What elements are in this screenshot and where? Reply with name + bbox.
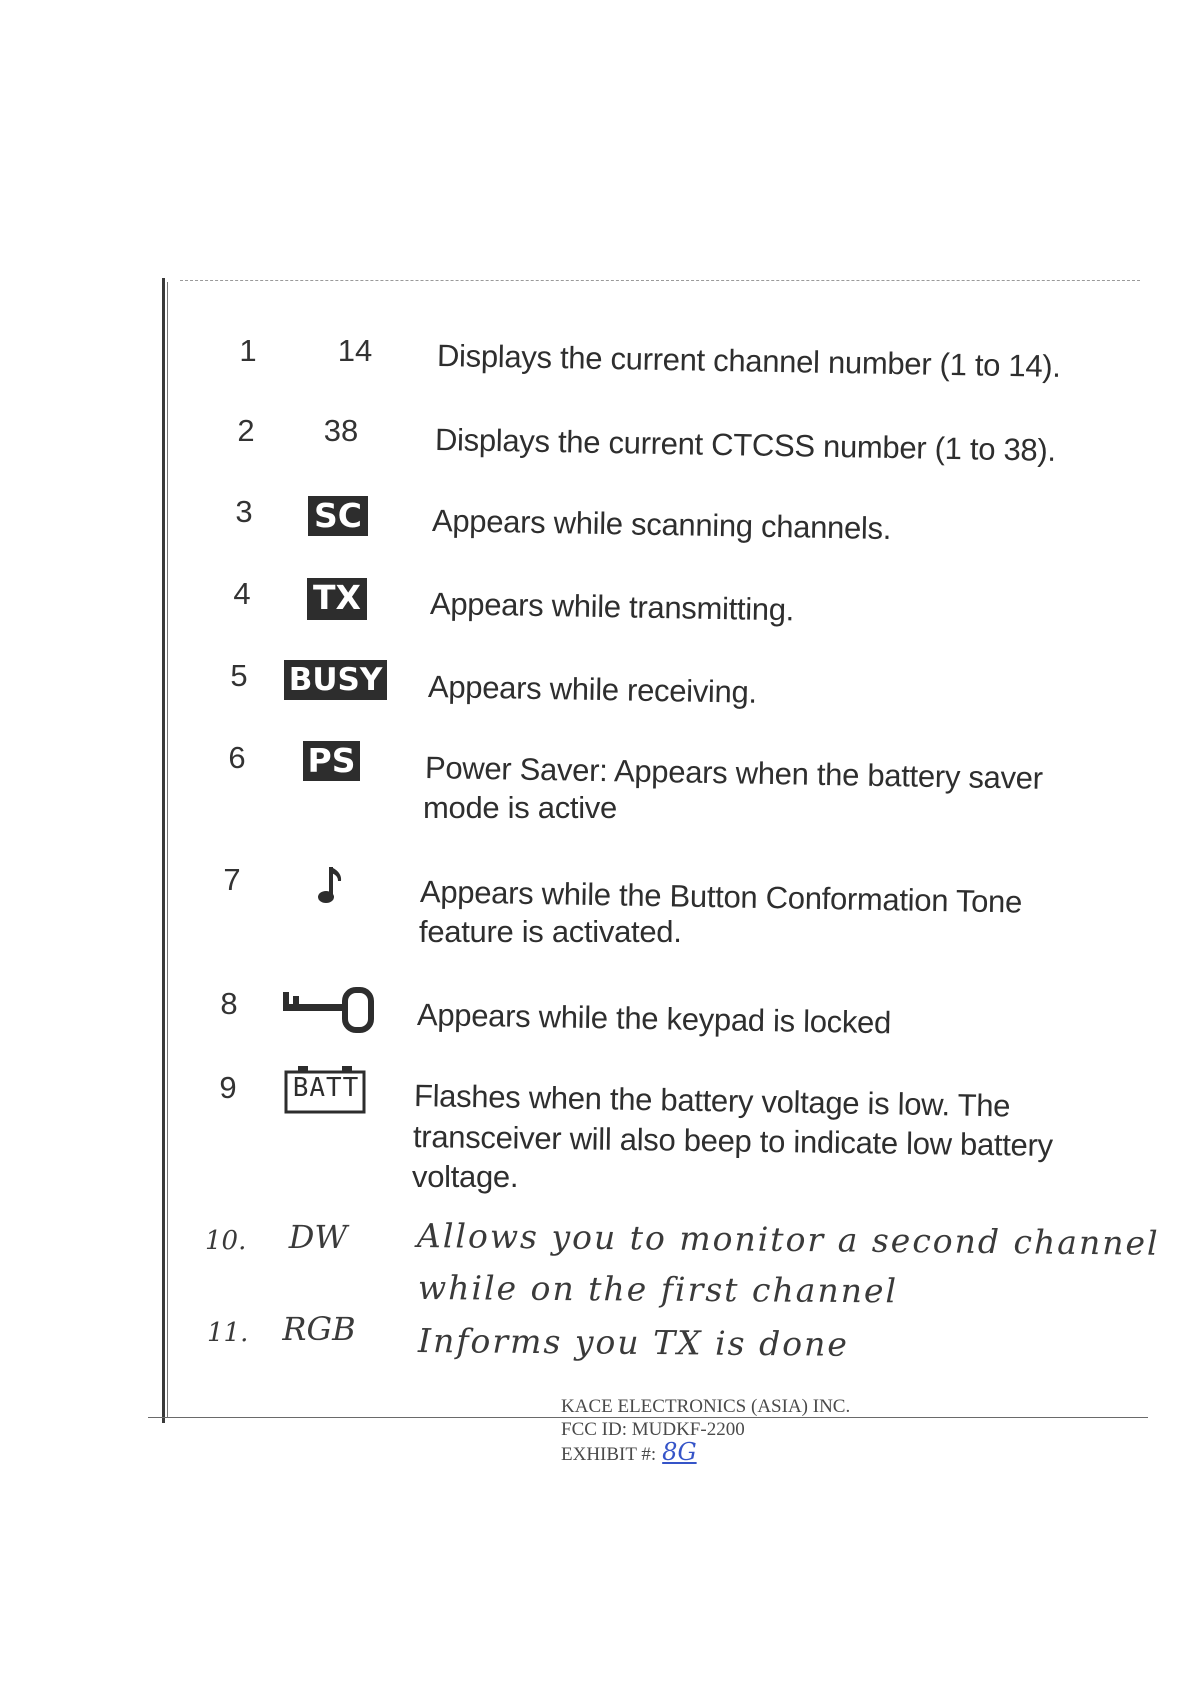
footer-exhibit-label: EXHIBIT #: [561, 1444, 657, 1465]
row-2-number: 2 [237, 413, 255, 448]
frame-left-border [162, 278, 165, 1423]
row-9-symbol-label: BATT [292, 1073, 360, 1103]
footer-block [561, 1395, 850, 1466]
row-7-number: 7 [223, 862, 241, 897]
row-4-symbol-badge: TX [307, 578, 367, 620]
row-2-description: Displays the current CTCSS number (1 to 38). [434, 422, 1057, 468]
row-3-number: 3 [235, 494, 253, 529]
row-1-number: 1 [239, 333, 257, 368]
footer-company: KACE ELECTRONICS (ASIA) INC. [561, 1396, 851, 1417]
row-8-number: 8 [220, 986, 238, 1021]
music-note-icon [316, 864, 346, 906]
row-5-number: 5 [230, 658, 248, 693]
frame-top-border [180, 280, 1140, 281]
row-11-description: Informs you TX is done [417, 1321, 850, 1364]
row-10-description-line-1: Allows you to monitor a second channel [416, 1216, 1160, 1263]
row-11-number: 11. [207, 1318, 249, 1348]
footer-exhibit-value: 8G [662, 1438, 697, 1466]
row-10-symbol: DW [288, 1218, 348, 1256]
row-10-description-line-2: while on the first channel [417, 1268, 899, 1311]
frame-left-border-inner [167, 282, 168, 1417]
row-3-symbol-badge: SC [308, 496, 368, 536]
row-9-number: 9 [219, 1070, 237, 1105]
row-6-description-line-2: mode is active [423, 790, 617, 825]
row-9-description-line-3: voltage. [412, 1159, 519, 1194]
key-icon [281, 984, 377, 1036]
row-4-description: Appears while transmitting. [429, 586, 795, 628]
row-6-number: 6 [228, 740, 246, 775]
row-11-symbol: RGB [282, 1310, 356, 1348]
row-1-symbol: 14 [337, 333, 373, 368]
footer-fcc-id: FCC ID: MUDKF-2200 [561, 1419, 745, 1440]
row-2-symbol: 38 [323, 413, 359, 448]
row-9-description-line-1: Flashes when the battery voltage is low. The [413, 1078, 1011, 1124]
row-9-description-line-2: transceiver will also beep to indicate low battery [412, 1119, 1053, 1163]
row-7-description-line-2: feature is activated. [419, 914, 682, 949]
row-6-description-line-1: Power Saver: Appears when the battery saver [424, 750, 1044, 796]
footer-exhibit [561, 1438, 850, 1466]
row-3-description: Appears while scanning channels. [431, 503, 892, 547]
row-7-description-line-1: Appears while the Button Conformation Tone [419, 874, 1023, 920]
row-6-symbol-badge: PS [303, 741, 360, 781]
row-5-description: Appears while receiving. [427, 669, 758, 710]
row-10-number: 10. [205, 1226, 247, 1256]
row-8-description: Appears while the keypad is locked [416, 997, 892, 1041]
row-4-number: 4 [233, 576, 251, 611]
row-1-description: Displays the current channel number (1 to 14). [436, 338, 1061, 384]
row-5-symbol-badge: BUSY [284, 660, 387, 700]
